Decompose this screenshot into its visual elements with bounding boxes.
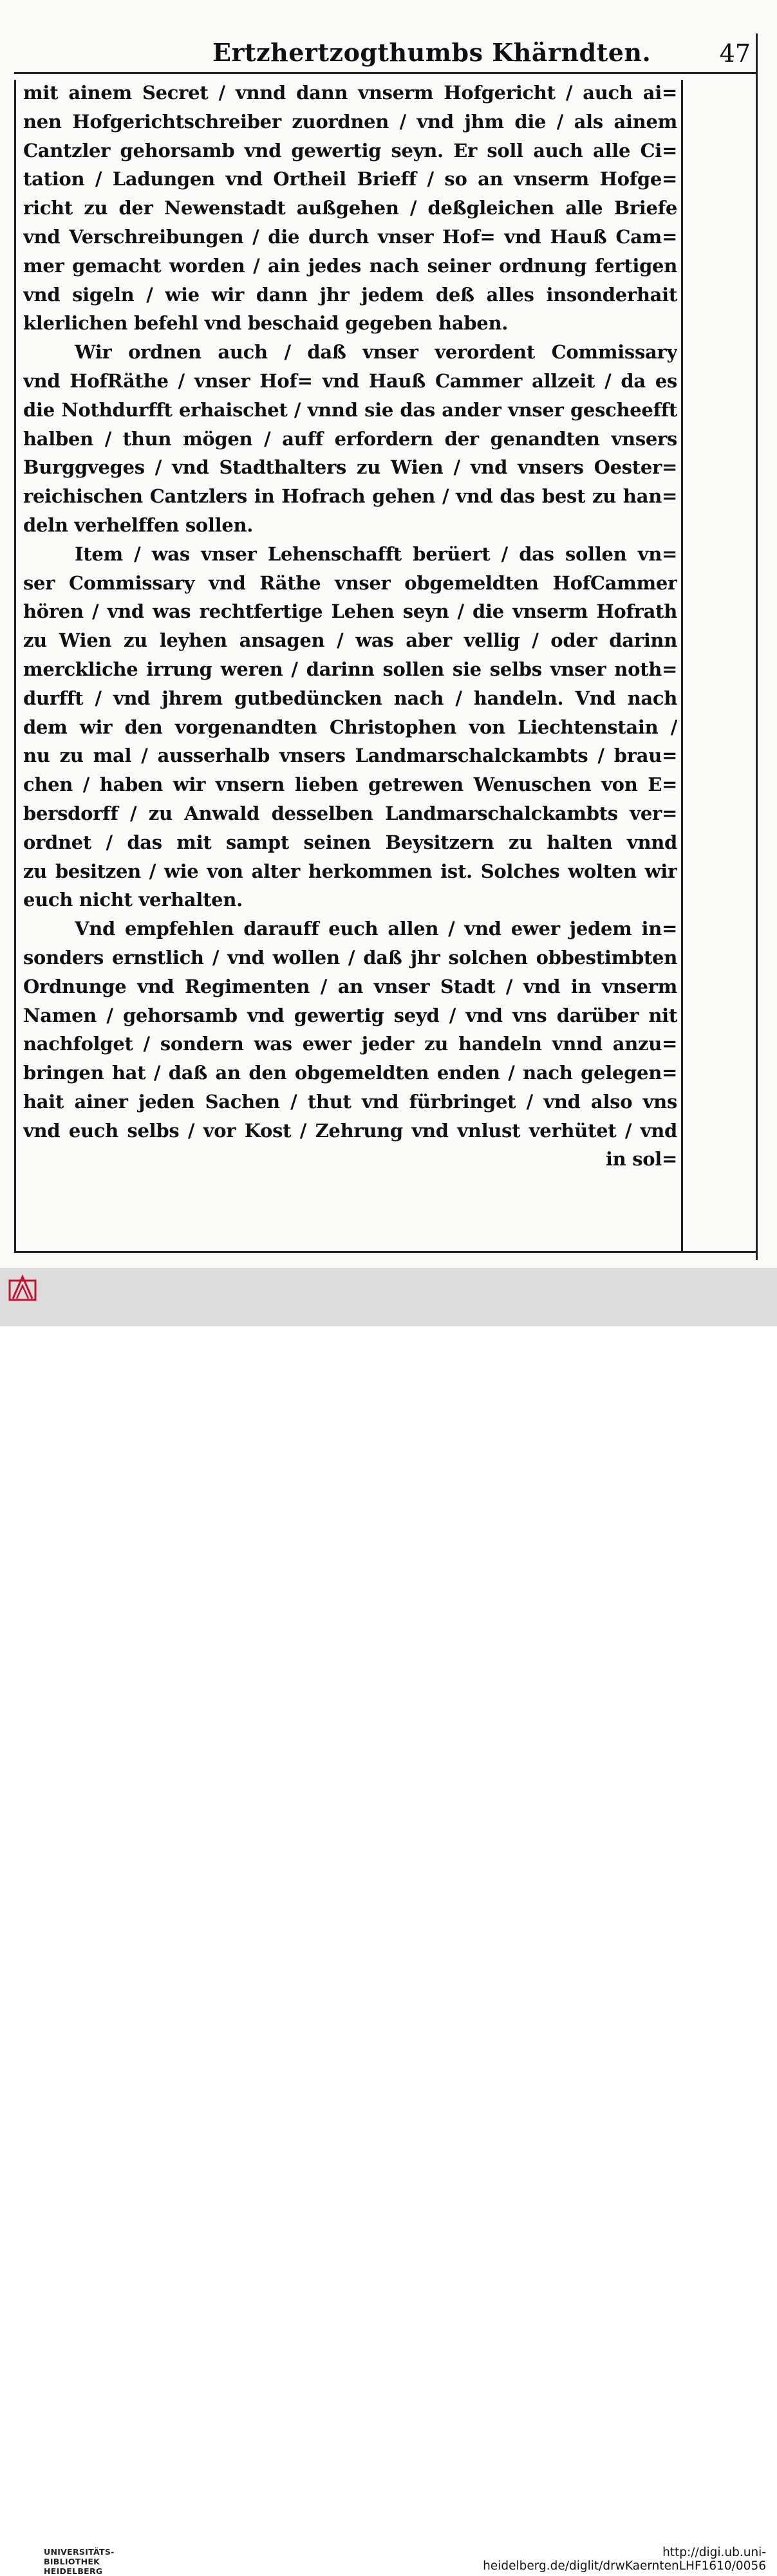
text-line: reichischen Cantzlers in Hofrach gehen / vnd das best zu han=	[23, 485, 677, 508]
text-line: bringen hat / daß an den obgemeldten enden / nach gelegen=	[23, 1062, 677, 1084]
logo-line: HEIDELBERG	[44, 2566, 103, 2576]
viewer-footer	[0, 1268, 777, 2576]
text-line: klerlichen befehl vnd beschaid gegeben haben.	[23, 312, 509, 335]
text-line: halben / thun mögen / auff erfordern der genandten vnsers	[23, 427, 677, 450]
text-line: merckliche irrung weren / darinn sollen sie selbs vnser noth=	[23, 658, 677, 680]
text-line: ser Commissary vnd Räthe vnser obgemeldten HofCammer	[23, 571, 677, 594]
text-line: nen Hofgerichtschreiber zuordnen / vnd jhm die / als ainem	[23, 110, 677, 133]
text-line: Namen / gehorsamb vnd gewertig seyd / vnd vns darüber nit	[23, 1004, 677, 1026]
left-frame-rule	[14, 80, 16, 1251]
text-line: nachfolget / sondern was ewer jeder zu handeln vnnd anzu=	[23, 1033, 677, 1055]
text-line: bersdorff / zu Anwald desselben Landmarschalckambts ver=	[23, 802, 677, 824]
catchword: in sol=	[605, 1148, 677, 1171]
text-line: Burggveges / vnd Stadthalters zu Wien / vnd vnsers Oester=	[23, 456, 677, 479]
library-logo-text	[44, 2547, 173, 2576]
text-line: Item / was vnser Lehenschafft berüert / das sollen vn=	[75, 542, 677, 565]
text-line: mit ainem Secret / vnnd dann vnserm Hofgericht / auch ai=	[23, 82, 677, 104]
source-url-link[interactable]: http://digi.ub.uni-heidelberg.de/diglit/drwKaerntenLHF1610/0056	[483, 2546, 766, 2573]
text-line: zu Wien zu leyhen ansagen / was aber vellig / oder darinn	[23, 629, 677, 652]
right-column-rule	[681, 80, 683, 1251]
text-line: tation / Ladungen vnd Ortheil Brieff / so an vnserm Hofge=	[23, 168, 677, 190]
text-line: hören / vnd was rechtfertige Lehen seyn / die vnserm Hofrath	[23, 600, 677, 623]
text-line: ordnet / das mit sampt seinen Beysitzern zu halten vnnd	[23, 831, 677, 853]
text-line: sonders ernstlich / vnd wollen / daß jhr solchen obbestimbten	[23, 946, 677, 968]
scanned-page	[0, 0, 777, 1268]
logo-line: UNIVERSITÄTS-	[44, 2547, 115, 2557]
body-text	[23, 79, 677, 1174]
text-line: deln verhelffen sollen.	[23, 514, 254, 536]
text-line: nu zu mal / ausserhalb vnsers Landmarschalckambts / brau=	[23, 745, 677, 767]
text-line: mer gemacht worden / ain jedes nach seiner ordnung fertigen	[23, 254, 677, 277]
text-line: durfft / vnd jhrem gutbedüncken nach / handeln. Vnd nach	[23, 687, 677, 709]
text-line: vnd Verschreibungen / die durch vnser Hof= vnd Hauß Cam=	[23, 225, 677, 248]
text-line: Wir ordnen auch / daß vnser verordent Commissary	[75, 341, 677, 364]
text-line: dem wir den vorgenandten Christophen von Liechtenstain /	[23, 716, 677, 738]
text-line: chen / haben wir vnsern lieben getrewen Wenuschen von E=	[23, 774, 677, 796]
bottom-rule	[14, 1251, 756, 1253]
text-line: Vnd empfehlen darauff euch allen / vnd ewer jedem in=	[75, 918, 677, 940]
text-line: Ordnunge vnd Regimenten / an vnser Stadt / vnd in vnserm	[23, 975, 677, 997]
text-line: die Nothdurfft erhaischet / vnnd sie das ander vnser gescheefft	[23, 398, 677, 421]
text-line: vnd sigeln / wie wir dann jhr jedem deß alles insonderhait	[23, 283, 677, 306]
header-rule	[14, 72, 756, 74]
logo-line: BIBLIOTHEK	[44, 2557, 100, 2566]
text-line: hait ainer jeden Sachen / thut vnd fürbringet / vnd also vns	[23, 1090, 677, 1113]
university-seal-icon	[8, 1268, 37, 1306]
running-title: Ertzhertzogthumbs Khärndten.	[212, 38, 651, 67]
text-line: vnd HofRäthe / vnser Hof= vnd Hauß Cammer allzeit / da es	[23, 369, 677, 392]
text-line: euch nicht verhalten.	[23, 889, 243, 911]
page-number: 47	[719, 39, 751, 68]
text-line: zu besitzen / wie von alter herkommen ist. Solches wolten wir	[23, 860, 677, 882]
text-line: Cantzler gehorsamb vnd gewertig seyn. Er soll auch alle Ci=	[23, 139, 677, 162]
text-line: richt zu der Newenstadt außgehen / deßgleichen alle Briefe	[23, 197, 677, 219]
text-line: vnd euch selbs / vor Kost / Zehrung vnd vnlust verhütet / vnd	[23, 1119, 677, 1142]
